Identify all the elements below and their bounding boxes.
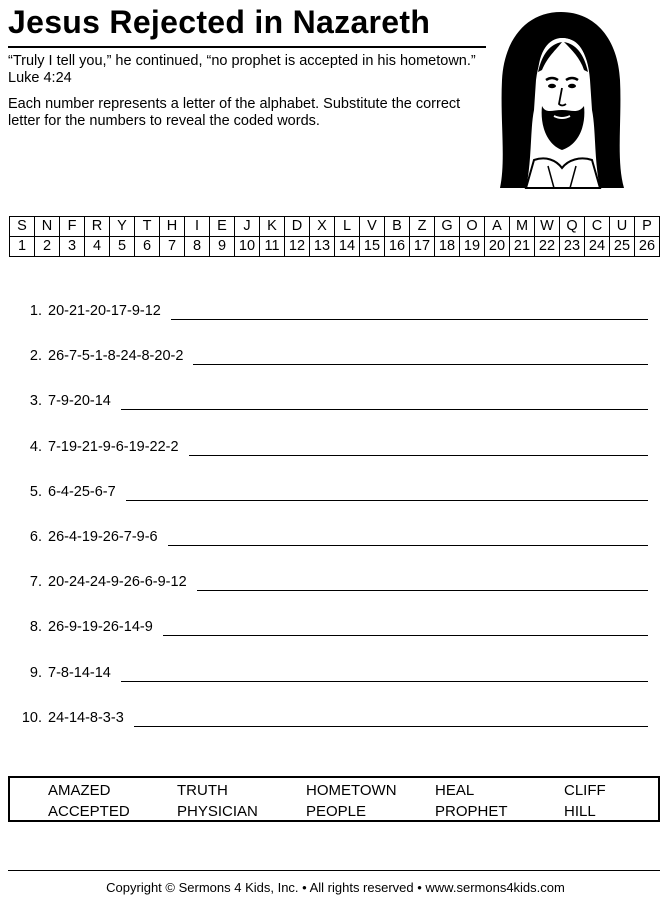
cipher-number: 7: [160, 237, 185, 257]
answer-line[interactable]: [168, 545, 648, 546]
cipher-letter: D: [285, 217, 310, 237]
cipher-number: 24: [585, 237, 610, 257]
coded-word-row: [8, 662, 648, 707]
cipher-number: 14: [335, 237, 360, 257]
coded-word-row: [8, 345, 648, 390]
answer-line[interactable]: [171, 319, 648, 320]
cipher-number: 22: [535, 237, 560, 257]
word-bank-word: HEAL: [435, 782, 475, 799]
coded-word: 20-21-20-17-9-12: [48, 303, 161, 319]
cipher-number: 15: [360, 237, 385, 257]
coded-word-row: [8, 436, 648, 481]
cipher-letter: S: [10, 217, 35, 237]
word-bank-box: [8, 776, 660, 822]
footer-divider: [8, 870, 660, 871]
item-number: 8.: [29, 619, 42, 636]
cipher-letter: A: [485, 217, 510, 237]
cipher-number: 12: [285, 237, 310, 257]
word-bank-word: HOMETOWN: [306, 782, 397, 799]
cipher-letter: E: [210, 217, 235, 237]
cipher-letter: Z: [410, 217, 435, 237]
cipher-letter: O: [460, 217, 485, 237]
word-bank-word: PHYSICIAN: [177, 803, 258, 820]
item-number: 7.: [29, 574, 42, 591]
cipher-letter: T: [135, 217, 160, 237]
cipher-letter: L: [335, 217, 360, 237]
word-bank-word: TRUTH: [177, 782, 228, 799]
cipher-number: 21: [510, 237, 535, 257]
cipher-letter: I: [185, 217, 210, 237]
coded-word-row: [8, 526, 648, 571]
coded-word: 7-19-21-9-6-19-22-2: [48, 438, 179, 455]
answer-line[interactable]: [121, 409, 648, 410]
cipher-letter: Q: [560, 217, 585, 237]
cipher-key-table: [9, 216, 660, 257]
cipher-letter: V: [360, 217, 385, 237]
page-title: Jesus Rejected in Nazareth: [8, 4, 431, 40]
cipher-number: 19: [460, 237, 485, 257]
answer-line[interactable]: [189, 455, 648, 456]
word-bank-word: PEOPLE: [306, 803, 367, 820]
scripture-verse: “Truly I tell you,” he continued, “no prophet is accepted in his hometown.” Luke 4:24: [8, 53, 476, 86]
cipher-number: 25: [610, 237, 635, 257]
word-bank-word: CLIFF: [564, 782, 606, 799]
cipher-number: 8: [185, 237, 210, 257]
item-number: 9.: [29, 664, 42, 681]
coded-word: 26-7-5-1-8-24-8-20-2: [48, 348, 184, 365]
cipher-letter: M: [510, 217, 535, 237]
cipher-number: 13: [310, 237, 335, 257]
word-bank-word: AMAZED: [48, 782, 111, 799]
coded-word: 26-9-19-26-14-9: [48, 619, 153, 636]
cipher-letter: J: [235, 217, 260, 237]
cipher-letter: U: [610, 217, 635, 237]
cipher-letter: H: [160, 217, 185, 237]
cipher-letter: N: [35, 217, 60, 237]
cipher-letter: W: [535, 217, 560, 237]
cipher-number: 11: [260, 237, 285, 257]
cipher-number: 5: [110, 237, 135, 257]
cipher-letter: C: [585, 217, 610, 237]
cipher-number: 16: [385, 237, 410, 257]
cipher-letter: K: [260, 217, 285, 237]
answer-line[interactable]: [193, 364, 648, 365]
coded-word: 6-4-25-6-7: [48, 483, 116, 500]
coded-word: 7-8-14-14: [48, 664, 111, 681]
cipher-number: 26: [635, 237, 660, 257]
cipher-letter: X: [310, 217, 335, 237]
coded-word-row: [8, 707, 648, 752]
item-number: 2.: [29, 348, 42, 365]
cipher-number: 9: [210, 237, 235, 257]
cipher-number: 17: [410, 237, 435, 257]
coded-word: 20-24-24-9-26-6-9-12: [48, 574, 187, 591]
word-bank-word: ACCEPTED: [48, 803, 130, 820]
cipher-number: 10: [235, 237, 260, 257]
item-number: 1.: [29, 303, 42, 319]
jesus-portrait-image: [496, 10, 626, 190]
coded-word-row: [8, 616, 648, 661]
answer-line[interactable]: [121, 681, 648, 682]
cipher-number: 18: [435, 237, 460, 257]
item-number: 6.: [29, 528, 42, 545]
cipher-number: 6: [135, 237, 160, 257]
word-bank-word: HILL: [564, 803, 596, 820]
title-underline: [8, 46, 486, 48]
coded-words-list: [8, 300, 648, 752]
cipher-number: 23: [560, 237, 585, 257]
word-bank-grid: [48, 780, 664, 822]
instructions-text: Each number represents a letter of the alphabet. Substitute the correct letter for the numbers to reveal the coded words.: [8, 96, 461, 129]
cipher-letter: R: [85, 217, 110, 237]
item-number: 5.: [29, 483, 42, 500]
coded-word-row: [8, 390, 648, 435]
cipher-number: 4: [85, 237, 110, 257]
coded-word-row: [8, 481, 648, 526]
coded-word-row: [8, 300, 648, 345]
word-bank-word: PROPHET: [435, 803, 508, 820]
cipher-number: 20: [485, 237, 510, 257]
answer-line[interactable]: [126, 500, 648, 501]
coded-word: 24-14-8-3-3: [48, 709, 124, 726]
copyright-footer: Copyright © Sermons 4 Kids, Inc. • All rights reserved • www.sermons4kids.com: [106, 880, 565, 895]
cipher-number: 2: [35, 237, 60, 257]
coded-word-row: [8, 571, 648, 616]
cipher-letter: B: [385, 217, 410, 237]
coded-word: 7-9-20-14: [48, 393, 111, 410]
item-number: 3.: [29, 393, 42, 410]
answer-line[interactable]: [163, 635, 648, 636]
cipher-letter: F: [60, 217, 85, 237]
item-number: 10.: [21, 709, 42, 726]
item-number: 4.: [29, 438, 42, 455]
answer-line[interactable]: [134, 726, 648, 727]
coded-word: 26-4-19-26-7-9-6: [48, 528, 158, 545]
answer-line[interactable]: [197, 590, 648, 591]
cipher-number: 3: [60, 237, 85, 257]
cipher-letter: Y: [110, 217, 135, 237]
cipher-number: 1: [10, 237, 35, 257]
cipher-letter: G: [435, 217, 460, 237]
cipher-letter: P: [635, 217, 660, 237]
